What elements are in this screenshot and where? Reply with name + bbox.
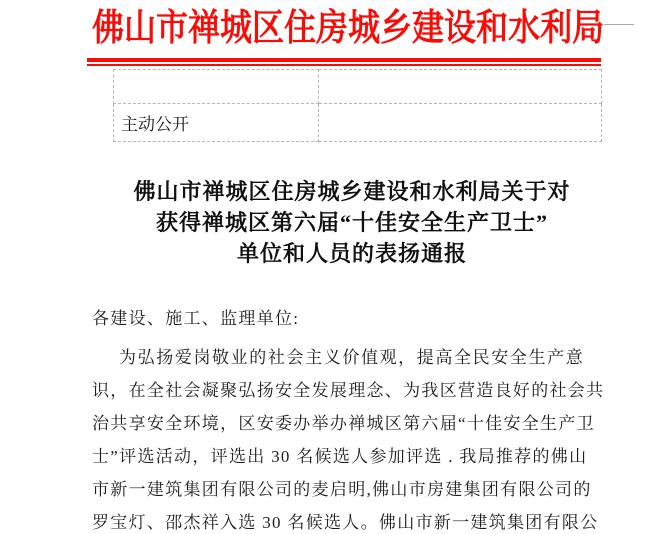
notice-salutation: 各建设、施工、监理单位: — [92, 309, 300, 328]
notice-paragraph-line-2: 识，在全社会凝聚弘扬安全发展理念、为我区营造良好的社会共 — [92, 381, 605, 400]
meta-table-row — [114, 70, 602, 104]
notice-body — [92, 302, 605, 534]
notice-paragraph-line-4: 士”评选活动，评选出 30 名候选人参加评选 . 我局推荐的佛山 — [92, 447, 588, 466]
letterhead-double-rule — [87, 58, 601, 66]
gridline-artifact-line — [604, 24, 634, 25]
notice-paragraph — [92, 341, 605, 534]
meta-cell-empty-top-left — [114, 70, 319, 104]
letterhead-agency-name — [92, 8, 656, 50]
meta-table-row — [114, 104, 602, 142]
notice-title-line-1: 佛山市禅城区住房城乡建设和水利局关于对 — [133, 179, 571, 204]
letterhead-agency-name-text: 佛山市禅城区住房城乡建设和水利局 — [92, 8, 605, 49]
meta-cell-empty-bottom-right — [319, 104, 602, 142]
notice-title — [92, 176, 612, 269]
notice-paragraph-line-3: 治共享安全环境，区安委办举办禅城区第六届“十佳安全生产卫 — [92, 414, 595, 433]
meta-cell-disclosure: 主动公开 — [114, 104, 319, 142]
notice-title-line-2: 获得禅城区第六届“十佳安全生产卫士” — [155, 210, 548, 235]
notice-paragraph-line-5: 市新一建筑集团有限公司的麦启明,佛山市房建集团有限公司的 — [92, 480, 592, 499]
notice-paragraph-line-1: 为弘扬爱岗敬业的社会主义价值观，提高全民安全生产意 — [119, 348, 584, 367]
meta-table — [113, 69, 602, 142]
notice-paragraph-line-6: 罗宝灯、邵杰祥入选 30 名候选人。佛山市新一建筑集团有限公 — [92, 513, 599, 532]
meta-cell-empty-top-right — [319, 70, 602, 104]
notice-title-line-3: 单位和人员的表扬通报 — [236, 241, 467, 266]
